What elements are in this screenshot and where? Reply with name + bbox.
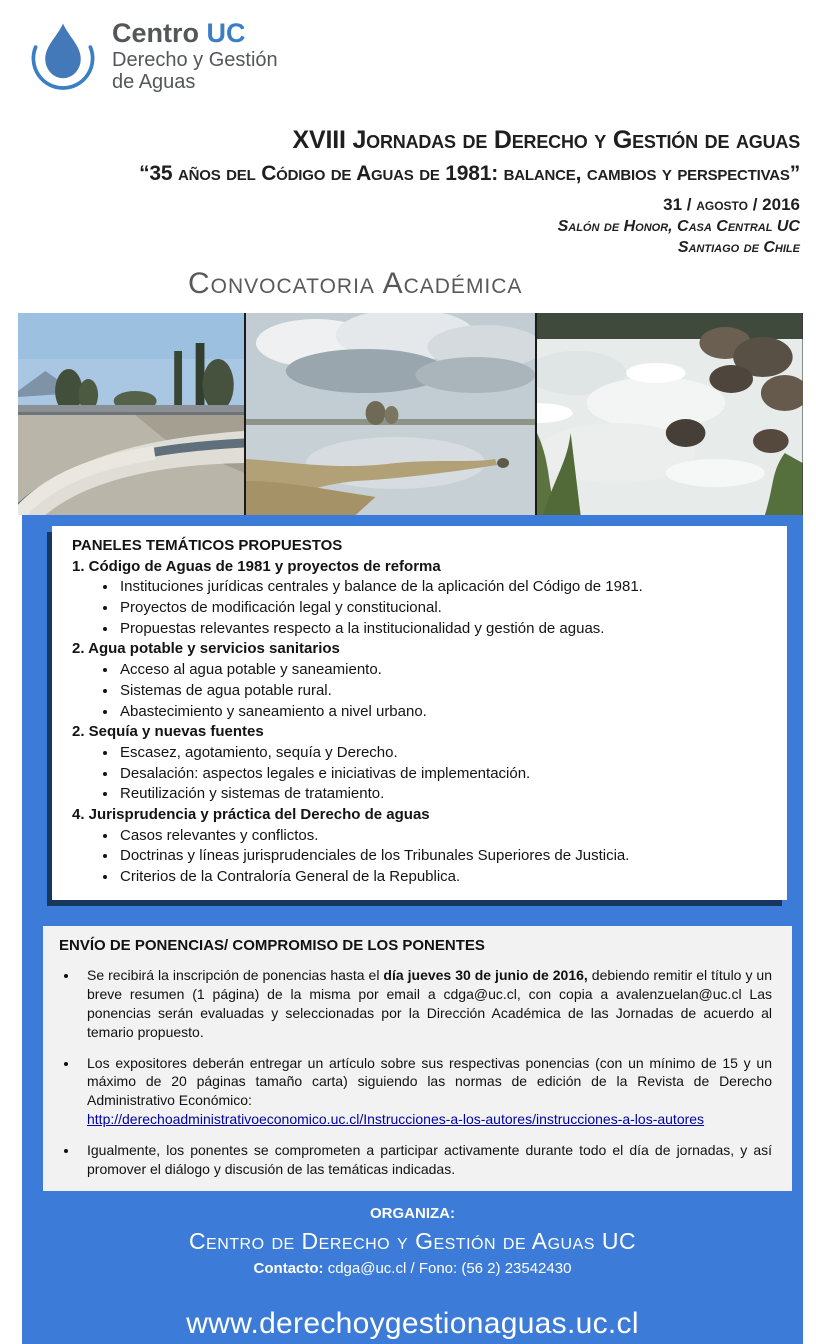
event-city: Santiago de Chile: [677, 239, 800, 256]
panel-section-list-1: [118, 577, 769, 639]
photo-river-rapids: [537, 313, 803, 515]
event-date: 31 / agosto / 2016: [663, 195, 800, 214]
list-item: • Abastecimiento y saneamiento a nivel urbano.: [118, 702, 769, 723]
panel-section-title-1: 1. Código de Aguas de 1981 y proyectos de reforma: [72, 557, 441, 575]
list-item: • Propuestas relevantes respecto a la institucionalidad y gestión de aguas.: [118, 619, 769, 640]
list-item: • Escasez, agotamiento, sequía y Derecho.: [118, 743, 769, 764]
logo-subtitle-2: de Aguas: [112, 71, 196, 94]
list-item: • Acceso al agua potable y saneamiento.: [118, 660, 769, 681]
envio-list: [59, 966, 772, 1179]
organizer-name: Centro de Derecho y Gestión de Aguas UC: [188, 1227, 637, 1254]
organiza-label: ORGANIZA:: [370, 1204, 455, 1222]
list-item: • Instituciones jurídicas centrales y balance de la aplicación del Código de 1981.: [118, 577, 769, 598]
list-item: • Proyectos de modificación legal y constitucional.: [118, 598, 769, 619]
photo-canal-aqueduct: [18, 313, 244, 515]
logo-text: [112, 18, 278, 93]
photo-strip: [18, 313, 803, 515]
panels-header: PANELES TEMÁTICOS PROPUESTOS: [72, 537, 343, 554]
panel-section-list-4: [118, 826, 769, 888]
convocatoria-heading: Convocatoria Académica: [188, 267, 523, 300]
panel-section-list-2: [118, 660, 769, 722]
list-item: • Casos relevantes y conflictos.: [118, 826, 769, 847]
envio-box: [43, 926, 792, 1191]
list-item: • Criterios de la Contraloría General de la Republica.: [118, 867, 769, 888]
envio-item-3: • Igualmente, los ponentes se comprometen a participar activamente durante todo el día de jornadas, y así promover el diálogo y discusión de las temáticas indicadas.: [79, 1141, 772, 1179]
contact-label: Contacto:: [253, 1259, 324, 1277]
envio-header: ENVÍO DE PONENCIAS/ COMPROMISO DE LOS PONENTES: [59, 936, 485, 954]
panel-section-title-3: 2. Sequía y nuevas fuentes: [72, 723, 264, 741]
header-logo-row: [0, 0, 816, 96]
logo-uc: UC: [206, 18, 246, 49]
list-item: • Doctrinas y líneas jurisprudenciales de los Tribunales Superiores de Justicia.: [118, 846, 769, 867]
title-block: [0, 126, 816, 257]
website-link[interactable]: www.derechoygestionaguas.uc.cl: [186, 1306, 639, 1340]
logo-title: Centro UC: [112, 18, 246, 49]
panel-section-title-4: 4. Jurisprudencia y práctica del Derecho de aguas: [72, 805, 430, 823]
event-title: XVIII Jornadas de Derecho y Gestión de aguas: [292, 126, 800, 154]
event-subtitle: “35 años del Código de Aguas de 1981: balance, cambios y perspectivas”: [139, 162, 800, 185]
envio-item-2: • Los expositores deberán entregar un artículo sobre sus respectivas ponencias (con un mínimo de 15 y un máximo de 20 páginas tamaño carta) siguiendo las normas de edición de la Revista de Derecho Administrativo Económico: http://derechoadministrativoeconomico.uc.cl/Instrucciones-a-los-autores/instrucciones-a-los-autores: [79, 1054, 772, 1130]
instructions-link[interactable]: http://derechoadministrativoeconomico.uc.cl/Instrucciones-a-los-autores/instrucciones-a-los-autores: [87, 1111, 705, 1128]
main-blue-panel: [22, 515, 803, 1344]
water-drop-icon: [26, 16, 100, 96]
event-venue: Salón de Honor, Casa Central UC: [557, 218, 800, 235]
deadline-bold: día jueves 30 de junio de 2016,: [383, 966, 588, 983]
photo-lake-shore: [246, 313, 535, 515]
panels-box: [52, 526, 787, 900]
list-item: • Reutilización y sistemas de tratamiento.: [118, 784, 769, 805]
list-item: • Sistemas de agua potable rural.: [118, 681, 769, 702]
list-item: • Desalación: aspectos legales e iniciativas de implementación.: [118, 764, 769, 785]
organiza-block: [22, 1205, 803, 1277]
contact-line: Contacto: cdga@uc.cl / Fono: (56 2) 23542430: [253, 1259, 572, 1277]
panel-section-list-3: [118, 743, 769, 805]
logo-subtitle-1: Derecho y Gestión: [112, 48, 278, 71]
panel-section-title-2: 2. Agua potable y servicios sanitarios: [72, 640, 340, 658]
envio-item-1: • Se recibirá la inscripción de ponencias hasta el día jueves 30 de junio de 2016, debiendo remitir el título y un breve resumen (1 página) de la misma por email a cdga@uc.cl, con copia a avalenzuelan@uc.cl Las ponencias serán evaluadas y seleccionadas por la Dirección Académica de las Jornadas de acuerdo al temario propuesto.: [79, 966, 772, 1042]
